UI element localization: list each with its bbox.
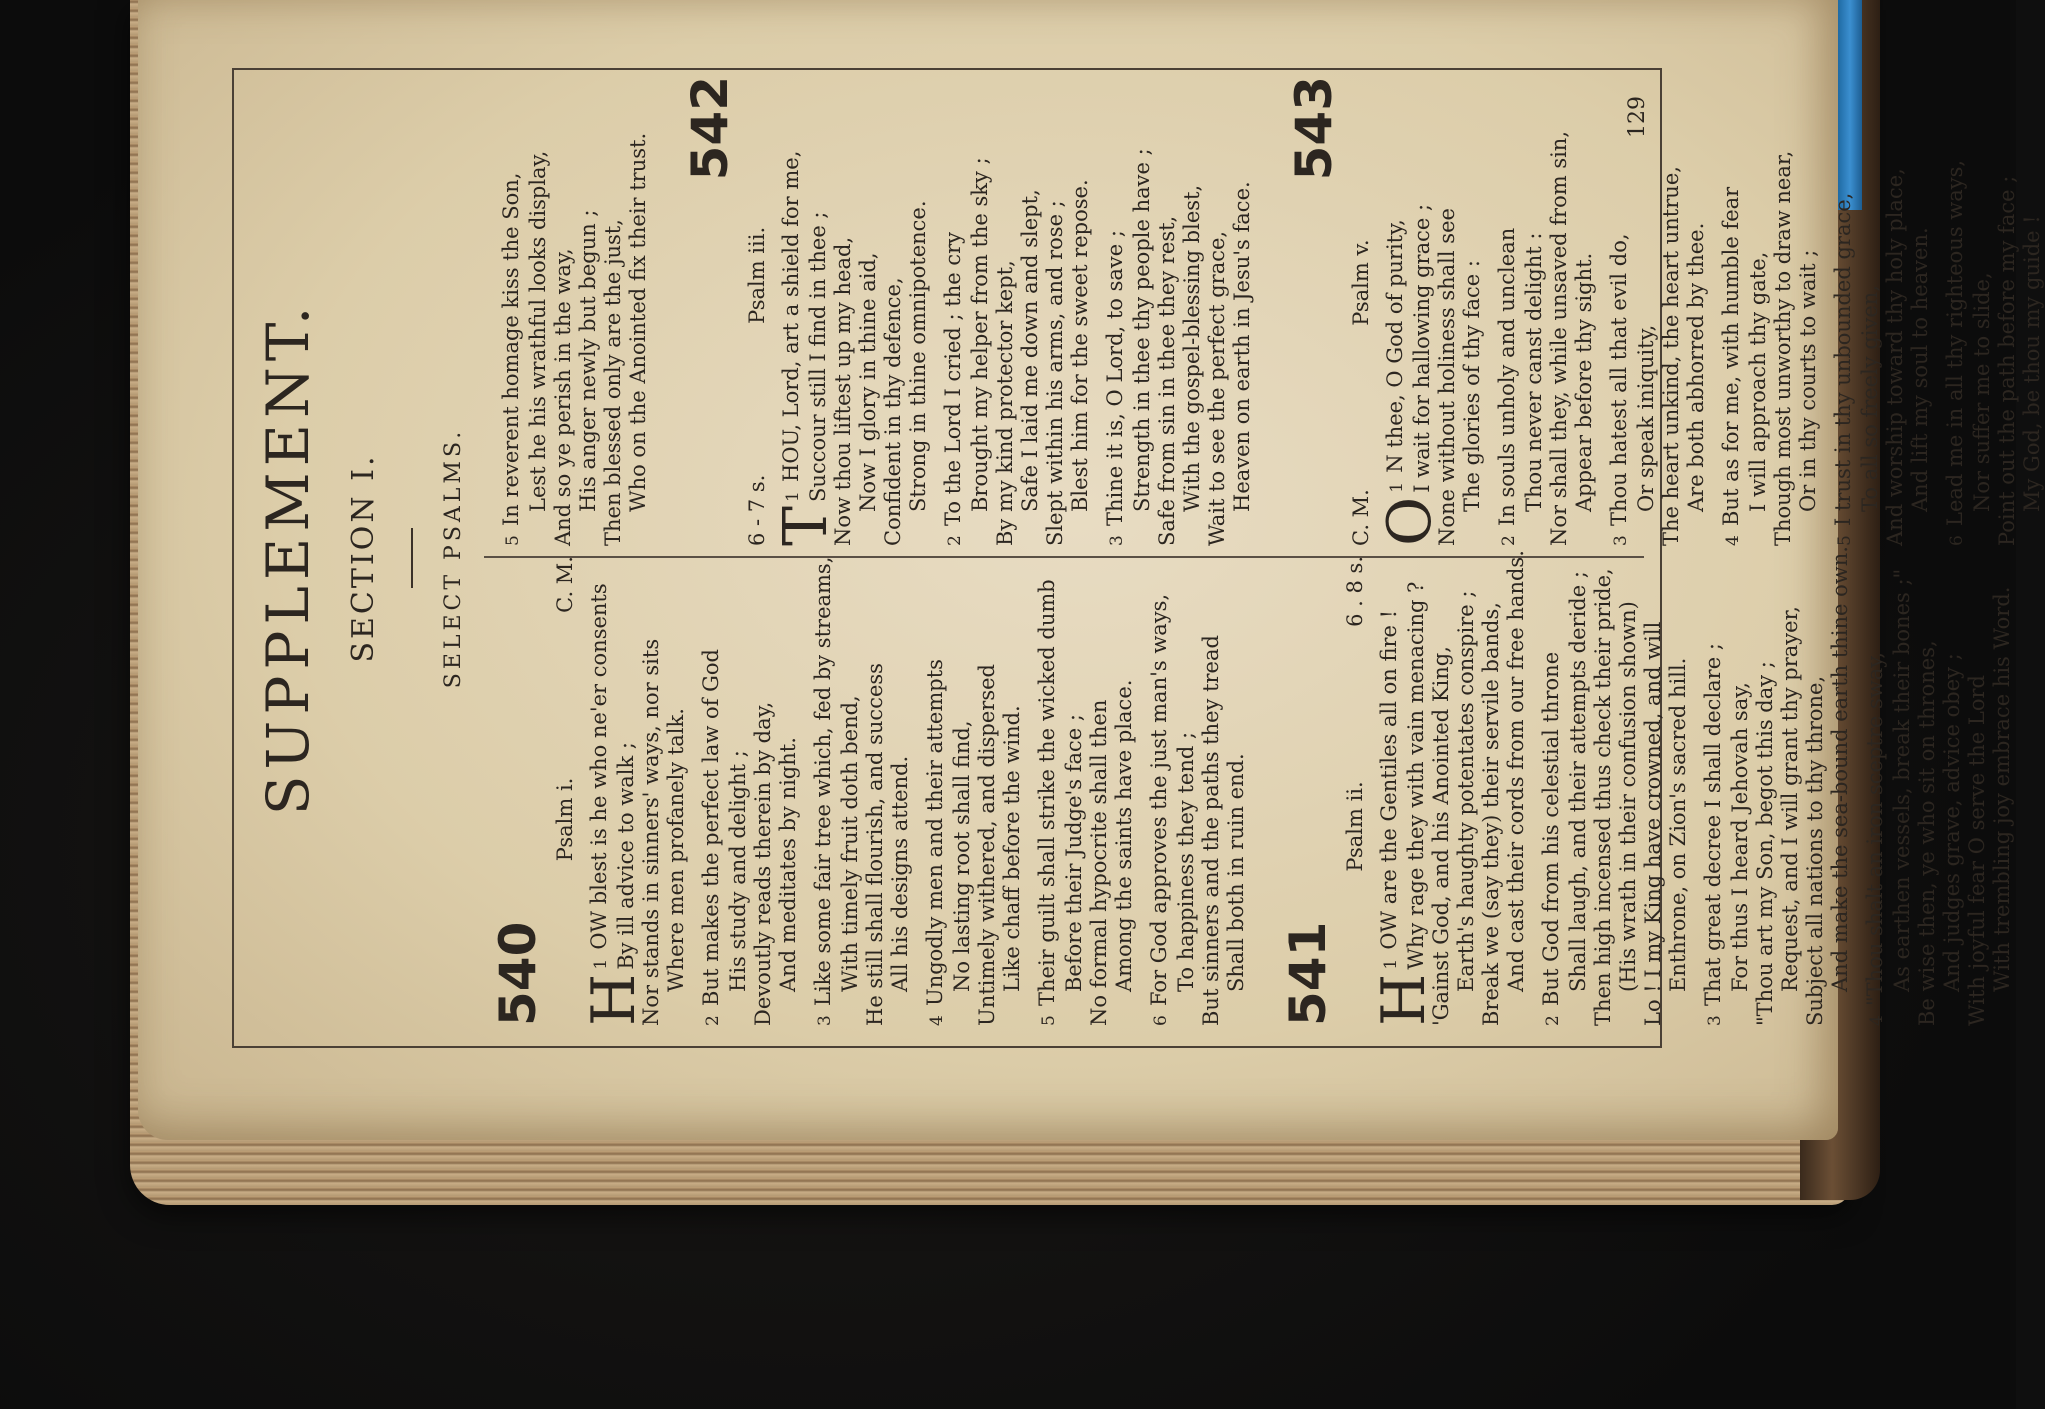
verse-number: 4 — [1723, 535, 1743, 546]
verse-line-text: HOU, Lord, art a shield for me, — [779, 150, 803, 482]
verse — [499, 76, 651, 546]
hymn-header — [1285, 76, 1343, 546]
verse-line-text: Point out the path before my face ; — [1995, 175, 2019, 546]
verse-line — [1990, 556, 2015, 1026]
verse-line — [1803, 556, 1828, 1026]
verse — [1607, 76, 1709, 546]
verse-line — [1666, 556, 1691, 1026]
verse-line-text: Are both abhorred by thee. — [1684, 222, 1708, 512]
verse-line-text: But makes the perfect law of God — [699, 649, 723, 1006]
verse-line — [1454, 556, 1479, 1026]
verse-line-text: Shall laugh, and their attempts deride ; — [1566, 571, 1590, 992]
page-heading — [234, 70, 474, 1046]
subsection-title: SELECT PSALMS. — [441, 427, 466, 689]
verse-line — [1616, 556, 1641, 1026]
verse-line — [1130, 76, 1155, 546]
verse-line-text: Among the saints have place. — [1112, 679, 1136, 992]
verse — [811, 556, 913, 1026]
verse-number: 4 — [1867, 1015, 1887, 1026]
title-rule — [411, 528, 413, 588]
verses — [579, 556, 1249, 1026]
verse-line — [1858, 76, 1883, 546]
verse-number: 1 — [1381, 958, 1401, 970]
verse — [1375, 76, 1485, 546]
verse-line — [1940, 556, 1965, 1026]
verse-line-text: Like some fair tree which, fed by streams, — [811, 556, 835, 1006]
verse-line-text: My God, be thou my guide ! — [2020, 215, 2044, 512]
verse-line-text: For thus I heard Jehovah say, — [1728, 682, 1752, 992]
verse-line — [726, 556, 751, 1026]
verse-line — [993, 76, 1018, 546]
verse-line-text: Before their Judge's face ; — [1062, 714, 1086, 992]
verse-line-text: To happiness they tend ; — [1174, 731, 1198, 992]
verse-line — [1970, 76, 1995, 546]
verse-line — [1410, 76, 1435, 546]
verse — [1147, 556, 1249, 1026]
verse-line-text: And cast their cords from our free hands. — [1504, 550, 1528, 992]
verse-line-text: To the Lord I cried ; the cry — [941, 231, 965, 526]
verse-line — [1522, 76, 1547, 546]
hymn-header — [1279, 556, 1337, 1026]
verse-number: 5 — [1835, 535, 1855, 546]
verse-line-text: None without holiness shall see — [1435, 208, 1459, 546]
verse-line-text: I wait for hallowing grace ; — [1410, 203, 1434, 493]
verse-line — [1539, 556, 1566, 1026]
verse-line — [626, 76, 651, 546]
verse-line-text: With the gospel-blessing blest, — [1180, 184, 1204, 512]
verse-number: 3 — [815, 1015, 835, 1026]
section-title: SECTION I. — [346, 453, 381, 663]
verse-line-text: Then blessed only are the just, — [601, 219, 625, 546]
verse-line — [1062, 556, 1087, 1026]
verse-line — [1429, 556, 1454, 1026]
verse-line — [1634, 76, 1659, 546]
verse-number: 1 — [591, 958, 611, 970]
verse-line — [1771, 76, 1796, 546]
verse-line-text: Request, and I will grant thy prayer, — [1778, 606, 1802, 992]
verse-line — [831, 76, 856, 546]
verse-line — [576, 76, 601, 546]
verse-line — [499, 76, 526, 546]
verse-line — [1043, 76, 1068, 546]
verse-line — [1199, 556, 1224, 1026]
verse-line-text: By my kind protector kept, — [993, 260, 1017, 546]
hymn-meta — [553, 556, 577, 1026]
verse-line-text: All his designs attend. — [888, 755, 912, 992]
verse-line — [838, 556, 863, 1026]
verse-line-text: And so ye perish in the way, — [551, 248, 575, 546]
verse-number: 6 — [1151, 1015, 1171, 1026]
verse-number: 3 — [1705, 1015, 1725, 1026]
verse-line — [1753, 556, 1778, 1026]
verse-line — [1701, 556, 1728, 1026]
verse-line — [1504, 550, 1529, 1026]
verse-line-text: The heart unkind, the heart untrue, — [1659, 166, 1683, 546]
verse-line-text: Enthrone, on Zion's sacred hill. — [1666, 657, 1690, 992]
verse-line — [1155, 76, 1180, 546]
verse — [1701, 546, 1853, 1026]
hymn-meta — [745, 76, 769, 546]
verse-line — [614, 556, 639, 1026]
verse-line-text: N thee, O God of purity, — [1383, 219, 1407, 473]
verse-line-text: Blest him for the sweet repose. — [1068, 179, 1092, 512]
verse-line-text: With joyful fear O serve the Lord — [1965, 675, 1989, 1026]
left-column — [489, 546, 2014, 1026]
verse-line-text: For God approves the just man's ways, — [1147, 593, 1171, 1006]
verses — [1375, 76, 2045, 546]
verse-line — [1719, 76, 1746, 546]
verse-line-text: Wait to see the perfect grace, — [1205, 230, 1229, 546]
verse — [941, 76, 1093, 546]
verse-line — [950, 556, 975, 1026]
verse-line-text: Lead me in all thy righteous ways, — [1943, 159, 1967, 526]
verse-line-text: Nor shall they, while unsaved from sin, — [1547, 130, 1571, 546]
verse-line-text: Now thou liftest up my head, — [831, 236, 855, 546]
verse-line-text: OW are the Gentiles all on fire ! — [1377, 609, 1401, 950]
verse — [771, 76, 931, 546]
verse-line-text: In souls unholy and unclean — [1495, 227, 1519, 526]
hymn-meta — [1349, 76, 1373, 546]
verse-number: 2 — [703, 1015, 723, 1026]
hymn-header — [489, 556, 547, 1026]
verse-line — [699, 556, 726, 1026]
verse-number: 4 — [927, 1015, 947, 1026]
verse-line-text: He still shall flourish, and success — [863, 663, 887, 1026]
verse-line-text: And make the sea-bound earth thine own. — [1828, 546, 1852, 992]
hymn-541-continued — [499, 76, 651, 546]
verse — [579, 556, 689, 1026]
hymn-meta — [1343, 556, 1367, 1026]
verse-line — [526, 76, 551, 546]
drop-capital: O — [1375, 496, 1445, 546]
hymn-number: 543 — [1285, 76, 1343, 181]
verse-line-text: Appear before thy sight. — [1572, 252, 1596, 512]
page-content — [232, 68, 2044, 1048]
supplement-title: SUPPLEMENT. — [254, 300, 322, 816]
verse-line-text: 'Gainst God, and his Anointed King, — [1429, 646, 1453, 1026]
verse-line-text: Shall both in ruin end. — [1224, 753, 1248, 992]
verse-line-text: To all so freely given, — [1858, 285, 1882, 512]
hymn-543 — [1285, 76, 2045, 546]
verse-line-text: Nor stands in sinners' ways, nor sits — [639, 638, 663, 1026]
verse-line — [1018, 76, 1043, 546]
verse-line-text: I will approach thy gate, — [1746, 251, 1770, 512]
verse-line-text: His study and delight ; — [726, 750, 750, 992]
verse-line-text: In reverent homage kiss the Son, — [499, 172, 523, 526]
verse-number: 2 — [1543, 1015, 1563, 1026]
verse-line-text: Devoutly reads therein by day, — [751, 701, 775, 1026]
verse-line — [601, 76, 626, 546]
verse-line-text: Lest he his wrathful looks display, — [526, 150, 550, 512]
verse-number: 1 — [783, 491, 803, 502]
verse-line-text: That great decree I shall declare ; — [1701, 643, 1725, 1006]
verse — [1831, 76, 1933, 546]
psalm-reference: Psalm i. — [553, 777, 577, 862]
verse-line-text: Succour still I find in thee ; — [806, 211, 830, 502]
verse-line-text: Brought my helper from the sky ; — [968, 157, 992, 512]
verse-line — [587, 556, 614, 1026]
verse-line — [1435, 76, 1460, 546]
verse-line-text: The glories of thy face : — [1460, 260, 1484, 512]
verse-line — [806, 76, 831, 546]
verse-line-text: Where men profanely talk. — [664, 708, 688, 992]
psalm-reference: Psalm v. — [1349, 239, 1373, 326]
verse-line — [1224, 556, 1249, 1026]
verse-line — [1035, 556, 1062, 1026]
verse-line-text: As earthen vessels, break their bones ;" — [1890, 568, 1914, 992]
verse-line-text: Ungodly men and their attempts — [923, 659, 947, 1006]
verse-line-text: (His wrath in their confusion shown) — [1616, 601, 1640, 992]
hymn-number: 542 — [681, 76, 739, 181]
verse-line-text: Though most unworthy to draw near, — [1771, 150, 1795, 546]
verse-line-text: Thou hatest all that evil do, — [1607, 233, 1631, 526]
verse — [1943, 76, 2045, 546]
verse-line-text: Slept within his arms, and rose ; — [1043, 200, 1067, 546]
verse-line — [1659, 76, 1684, 546]
psalm-reference: Psalm iii. — [745, 226, 769, 324]
verse-line — [1404, 556, 1429, 1026]
hymn-number: 540 — [489, 921, 547, 1026]
verse-line — [1174, 556, 1199, 1026]
verse-line — [941, 76, 968, 546]
hymn-meter: 6 - 7 s. — [745, 474, 769, 546]
verse-line — [1103, 76, 1130, 546]
verse-line-text: "Thou art my Son, begot this day ; — [1753, 661, 1777, 1026]
verse-line — [1566, 556, 1591, 1026]
verse-line-text: Earth's haughty potentates conspire ; — [1454, 590, 1478, 992]
verse-line — [888, 556, 913, 1026]
verse-line — [1965, 556, 1990, 1026]
verse-line-text: I trust in thy unbounded grace, — [1831, 192, 1855, 526]
verse-line-text: Subject all nations to thy throne, — [1803, 675, 1827, 1026]
verse-line-text: Nor suffer me to slide, — [1970, 272, 1994, 512]
verse-line — [1147, 556, 1174, 1026]
verse-line — [776, 556, 801, 1026]
verse-line — [1180, 76, 1205, 546]
hymn-540 — [489, 556, 1249, 1026]
verse-number: 2 — [945, 535, 965, 546]
verse-number: 2 — [1499, 535, 1519, 546]
verse — [1539, 556, 1691, 1026]
verse-line — [975, 556, 1000, 1026]
verse-number: 3 — [1107, 535, 1127, 546]
verse-line-text: Their guilt shall strike the wicked dumb — [1035, 579, 1059, 1006]
verse-line — [1746, 76, 1771, 546]
verse-line-text: "Thou shalt an iron sceptre sway, — [1863, 651, 1887, 1006]
verse-line-text: Safe I laid me down and slept, — [1018, 189, 1042, 512]
verse-line — [906, 76, 931, 546]
verse-line — [751, 556, 776, 1026]
verses — [499, 76, 651, 546]
verse-line — [881, 76, 906, 546]
drop-capital: T — [771, 505, 841, 546]
verse-line — [923, 556, 950, 1026]
verse-line — [1087, 556, 1112, 1026]
page-number: 129 — [1625, 96, 1650, 138]
verse-line-text: OW blest is he who ne'er consents — [587, 583, 611, 950]
verse-line-text: By ill advice to walk ; — [614, 742, 638, 970]
verse-line-text: Thou never canst delight : — [1522, 232, 1546, 512]
verse — [1719, 76, 1821, 546]
hymn-542 — [681, 76, 1255, 546]
verse-line — [856, 76, 881, 546]
verse-line-text: And worship toward thy holy place, — [1883, 168, 1907, 546]
verse-line — [1547, 76, 1572, 546]
verse-line-text: Safe from sin in thee they rest, — [1155, 215, 1179, 546]
verse-line — [551, 76, 576, 546]
verse-line — [1908, 76, 1933, 546]
verse-line-text: But sinners and the paths they tread — [1199, 635, 1223, 1026]
verse-line — [811, 556, 838, 1026]
verse-line — [1684, 76, 1709, 546]
verse-line — [1883, 76, 1908, 546]
hymn-number: 541 — [1279, 921, 1337, 1026]
verse-number: 6 — [1947, 535, 1967, 546]
verse-line — [1828, 546, 1853, 1026]
verse-line-text: Then high incensed thus check their pride, — [1591, 568, 1615, 1026]
verse-line — [1112, 556, 1137, 1026]
verse — [1495, 76, 1597, 546]
verse-line-text: Who on the Anointed fix their trust. — [626, 132, 650, 512]
verse-line-text: Strength in thee thy people have ; — [1130, 148, 1154, 512]
verse-line — [779, 76, 806, 546]
verse-line — [968, 76, 993, 546]
verse-line-text: Confident in thy defence, — [881, 277, 905, 546]
verse-line-text: Or in thy courts to wait ; — [1796, 249, 1820, 512]
verse-line-text: And lift my soul to heaven. — [1908, 227, 1932, 512]
verse-line-text: But God from his celestial throne — [1539, 651, 1563, 1006]
verse — [1369, 550, 1529, 1026]
hymn-541 — [1279, 546, 2015, 1026]
verse-line — [1205, 76, 1230, 546]
verse — [1103, 76, 1255, 546]
verse-line-text: Thine it is, O Lord, to save ; — [1103, 230, 1127, 526]
verse-number: 3 — [1611, 535, 1631, 546]
verse-line-text: With timely fruit doth bend, — [838, 695, 862, 992]
verse-line — [1000, 556, 1025, 1026]
verse-line — [2020, 76, 2045, 546]
hymn-meter: C. M. — [553, 556, 577, 613]
verse-line — [1068, 76, 1093, 546]
verse-line — [1479, 556, 1504, 1026]
verse-line-text: Heaven on earth in Jesu's face. — [1230, 181, 1254, 512]
verse-line-text: Or speak iniquity, — [1634, 324, 1658, 512]
psalm-reference: Psalm ii. — [1343, 781, 1367, 872]
verse-line — [1460, 76, 1485, 546]
verse — [923, 556, 1025, 1026]
verse-line — [1383, 76, 1410, 546]
verse-line — [1230, 76, 1255, 546]
verse-line-text: With trembling joy embrace his Word. — [1990, 586, 2014, 992]
verse-line — [1591, 556, 1616, 1026]
verse-line — [1572, 76, 1597, 546]
hymn-meter: C. M. — [1349, 489, 1373, 546]
verse-line — [1641, 556, 1666, 1026]
verse-line — [1377, 556, 1404, 1026]
verses — [1369, 546, 2015, 1026]
verse-line-text: Strong in thine omnipotence. — [906, 200, 930, 512]
verse — [699, 556, 801, 1026]
verse-line — [1728, 556, 1753, 1026]
verse-line — [1495, 76, 1522, 546]
verse-number: 5 — [1039, 1015, 1059, 1026]
verse-number: 5 — [503, 535, 523, 546]
verse-line-text: But as for me, with humble fear — [1719, 186, 1743, 526]
verse-line — [1890, 556, 1915, 1026]
verse — [1035, 556, 1137, 1026]
verse-line — [1778, 556, 1803, 1026]
verse-line-text: No lasting root shall find, — [950, 720, 974, 992]
verse-line-text: Why rage they with vain menacing ? — [1404, 581, 1428, 970]
verse-line — [1995, 76, 2020, 546]
verse-line — [1863, 556, 1890, 1026]
verse-line — [1796, 76, 1821, 546]
verse-line — [1943, 76, 1970, 546]
verse-line-text: Now I glory in thine aid, — [856, 252, 880, 512]
verse-line — [664, 556, 689, 1026]
verse — [1863, 556, 2015, 1026]
drop-capital: H — [579, 973, 649, 1026]
hymn-header — [681, 76, 739, 546]
verses — [771, 76, 1255, 546]
verse-line — [639, 556, 664, 1026]
verse-line — [1831, 76, 1858, 546]
verse-number: 1 — [1387, 481, 1407, 493]
verse-line — [1915, 556, 1940, 1026]
hymn-meter: 6 . 8 s. — [1343, 556, 1367, 627]
verse-line — [863, 556, 888, 1026]
verse-line-text: No formal hypocrite shall then — [1087, 699, 1111, 1026]
verse-line — [1607, 76, 1634, 546]
verse-line-text: Break we (say they) their servile bands, — [1479, 602, 1503, 1026]
verse-line-text: Be wise then, ye who sit on thrones, — [1915, 640, 1939, 1026]
verse-line-text: His anger newly but begun ; — [576, 209, 600, 512]
verse-line-text: And judges grave, advice obey ; — [1940, 653, 1964, 992]
verse-line-text: Like chaff before the wind. — [1000, 705, 1024, 992]
verse-line-text: And meditates by night. — [776, 737, 800, 992]
drop-capital: H — [1369, 973, 1439, 1026]
verse-line-text: Untimely withered, and dispersed — [975, 664, 999, 1026]
verse-line-text: Lo ! I my King have crowned, and will — [1641, 621, 1665, 1026]
